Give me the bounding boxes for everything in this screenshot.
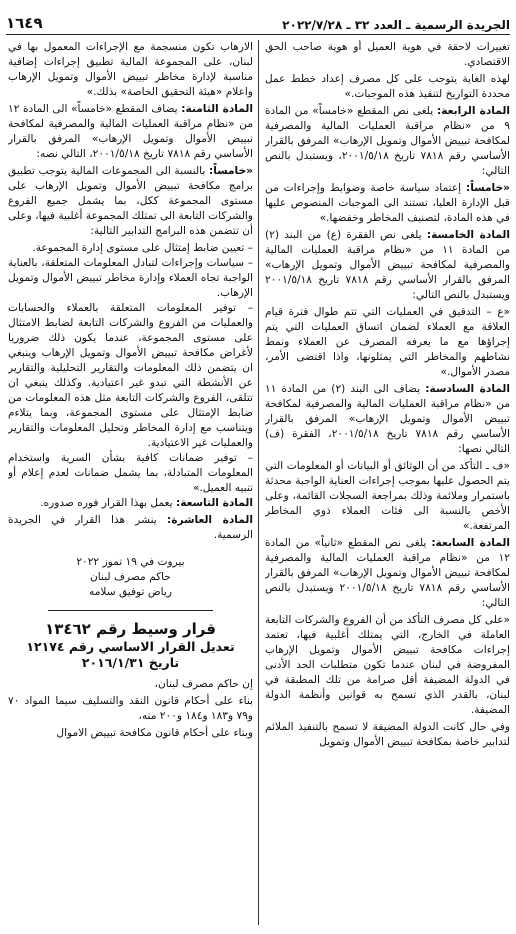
decision-body-line: إن حاكم مصرف لبنان، [154,678,253,690]
article-label: المادة الرابعة: [437,105,510,117]
article-paragraph [265,181,510,226]
decision-body-line: وبناء على أحكام قانون مكافحة تبييض الاموال [56,727,253,739]
page-header [6,6,510,35]
article-text: يعمل بهذا القرار فوره صدوره. [40,497,173,509]
right-column [265,40,510,928]
section-text: بالنسبة الى المجموعات المالية يتوجب تطبيق برامج مكافحة تبييض الأموال وتمويل الإرهاب على مستوى المجموعة ككل، بما يشمل جميع الفروع والشركات التابعة الى تمتلك المجموعة أغلبية فيها، وعلى أن تتضمن هذه البرامج التدابير التالية: [8,165,253,237]
bullet-item: – توفير المعلومات المتعلقة بالعملاء والحسابات والعمليات من الفروع والشركات التابعة لضابط الامتثال على مستوى المجموعة، عندما يكون ذلك ضروريا لأغراض مكافحة تبييض الأموال وتمويل الإرهاب وينبغي ان يتضمن ذلك المعلومات والتقارير التحليلية والتقارير عن الأنشطة التي تبدو غير اعتيادية. وكذلك ينبغي ان تتلقى، الفروع والشركات التابعة مثل هذه المعلومات من ضابط الإمتثال على مستوى المجموعة، وبما يتلاءم ويتناسب مع إدارة المخاطر وتحليل المعلومات والتقارير والعمليات غير الاعتيادية. [8,302,253,449]
text-paragraph: «على كل مصرف التأكد من أن الفروع والشركات التابعة العاملة في الخارج، التي يمتلك أغلبية فيها، تعتمد إجراءات مكافحة تبييض الأموال وتمويل الإرهاب المفروضة في لبنان عندما تكون متطلبات الحد الأدنى في الدولة المضيفة أقل صرامة من تلك المطبقة في لبنان، بالقدر الذي تسمح به قوانين وأنظمة الدولة المضيفة. [265,614,510,716]
page-number: ١٦٤٩ [6,14,43,32]
signature-name: رياض توفيق سلامه [89,586,172,598]
bullet-item: – سياسات وإجراءات لتبادل المعلومات المتعلقة، بالعناية الواجبة تجاه العملاء وإدارة مخاطر تبييض الأموال وتمويل الإرهاب. [8,257,253,299]
section-label: «خامساً: [208,165,253,177]
article-eight [8,102,253,162]
article-label: «خامساً: [465,182,510,194]
decision-title: قرار وسيط رقم ١٣٤٦٢ [45,620,216,638]
section-fifth [8,164,253,239]
article-paragraph [265,228,510,303]
text-paragraph: لهذه الغاية يتوجب على كل مصرف إعداد خطط عمل محددة التواريخ لتنفيذ هذه الموجبات.» [265,73,510,100]
article-text: إعتماد سياسة خاصة وضوابط وإجراءات من قبل الإدارة العليا، تستند الى الموجبات المنصوص عليها في هذه المادة، لتصنيف المخاطر وخفضها.» [265,182,510,224]
left-column [8,40,253,928]
text-paragraph: «ع – التدقيق في العمليات التي تتم طوال فترة قيام العلاقة مع العملاء لضمان اتساق العمليات التي يتم إجراؤها مع ما يعرفه المصرف عن العملاء ونمط نشاطهم والمخاطر التي يمثلونها، واذا اقتضى الأمر، مصدر الأموال.» [265,306,510,378]
gazette-title: الجريدة الرسمية ـ العدد ٣٢ ـ ٢٠٢٢/٧/٢٨ [282,18,510,32]
article-nine [8,496,253,511]
signature-role: حاكم مصرف لبنان [90,571,171,583]
article-label: المادة الخامسة: [426,229,510,241]
article-label: المادة العاشرة: [166,514,253,526]
bullet-item: – تعيين ضابط إمتثال على مستوى إدارة المجموعة. [32,242,253,254]
text-paragraph: وفي حال كانت الدولة المضيفة لا تسمح بالتنفيذ الملائم لتدابير خاصة بمكافحة تبييض الأموال وتمويل [265,721,510,748]
section-separator [48,610,213,611]
signature-place-date: بيروت في ١٩ تموز ٢٠٢٢ [76,556,185,568]
article-paragraph [265,104,510,179]
article-label: المادة التاسعة: [175,497,253,509]
article-ten [8,513,253,543]
article-label: المادة السادسة: [425,383,510,395]
article-text: يضاف المقطع «خامساً» الى المادة ١٢ من «نظام مراقبة العمليات المالية والمصرفية لمكافحة تبييض الأموال وتمويل الإرهاب» المرفق بالقرار الأساسي رقم ٧٨١٨ تاريخ ٢٠٠١/٥/١٨، التالي نصه: [8,103,253,160]
article-text: يلغى نص الفقرة (ع) من البند (٢) من المادة ١١ من «نظام مراقبة العمليات المالية والمصرفية لمكافحة تبييض الأموال وتمويل الإرهاب» المرفق بالقرار الأساسي رقم ٧٨١٨ تاريخ ٢٠٠١/٥/١٨ ويستبدل بالنص التالي: [265,229,510,301]
article-text: يضاف الى البند (٢) من المادة ١١ من «نظام مراقبة العمليات المالية والمصرفية لمكافحة تبييض الأموال وتمويل الإرهاب» المرفق بالقرار الأساسي رقم ٧٨١٨ تاريخ ٢٠٠١/٥/١٨، الفقرة (ف) التالي نصها: [265,383,510,455]
text-paragraph: تغييرات لاحقة في هوية العميل أو هوية صاحب الحق الاقتصادي. [265,41,510,68]
continuation-paragraph: الارهاب تكون منسجمة مع الإجراءات المعمول بها في لبنان، على المجموعة المالية تطبيق إجراءات إضافية مناسبة لإدارة مخاطر تبييض الأموال وتمويل الإرهاب واعلام «هيئة التحقيق الخاصة» بذلك.» [8,41,253,98]
article-paragraph [265,536,510,611]
article-paragraph [265,382,510,457]
decision-subtitle: تعديل القرار الاساسي رقم ١٢١٧٤ [26,639,235,654]
article-label: المادة السابعة: [431,537,510,549]
article-label: المادة الثامنة: [181,103,253,115]
decision-body-line: بناء على أحكام قانون النقد والتسليف سيما المواد ٧٠ و٧٩ و١٨٣ و١٨٤ و٢٠٠ منه، [8,695,253,722]
article-text: يلغى نص المقطع «خامساً» من المادة ٩ من «نظام مراقبة العمليات المالية والمصرفية لمكافحة تبييض الأموال وتمويل الإرهاب» المرفق بالقرار الأساسي رقم ٧٨١٨ تاريخ ٢٠٠١/٥/١٨، ويستبدل بالنص التالي: [265,105,510,177]
column-divider [258,40,259,925]
text-paragraph: «ف ـ التأكد من أن الوثائق أو البيانات أو المعلومات التي يتم الحصول عليها بموجب إجراءات العناية الواجبة محدثة باستمرار وملائمة وذلك بمراجعة السجلات القائمة، وعلى الأخص بالنسبة الى فئات العملاء ذوي المخاطر المرتفعة.» [265,460,510,532]
bullet-item: – توفير ضمانات كافية بشأن السرية واستخدام المعلومات المتبادلة، بما يشمل ضمانات لعدم إعلام أو تنبيه العميل.» [8,452,253,494]
decision-date: تاريخ ٢٠١٦/١/٣١ [81,655,180,670]
article-text: ينشر هذا القرار في الجريدة الرسمية. [8,514,253,541]
article-text: يلغى نص المقطع «ثانياً» من المادة ١٢ من «نظام مراقبة العمليات المالية والمصرفية لمكافحة تبييض الأموال وتمويل الإرهاب» المرفق بالقرار الأساسي رقم ٧٨١٨ تاريخ ٢٠٠١/٥/١٨ ويستبدل بالنص التالي: [265,537,510,609]
